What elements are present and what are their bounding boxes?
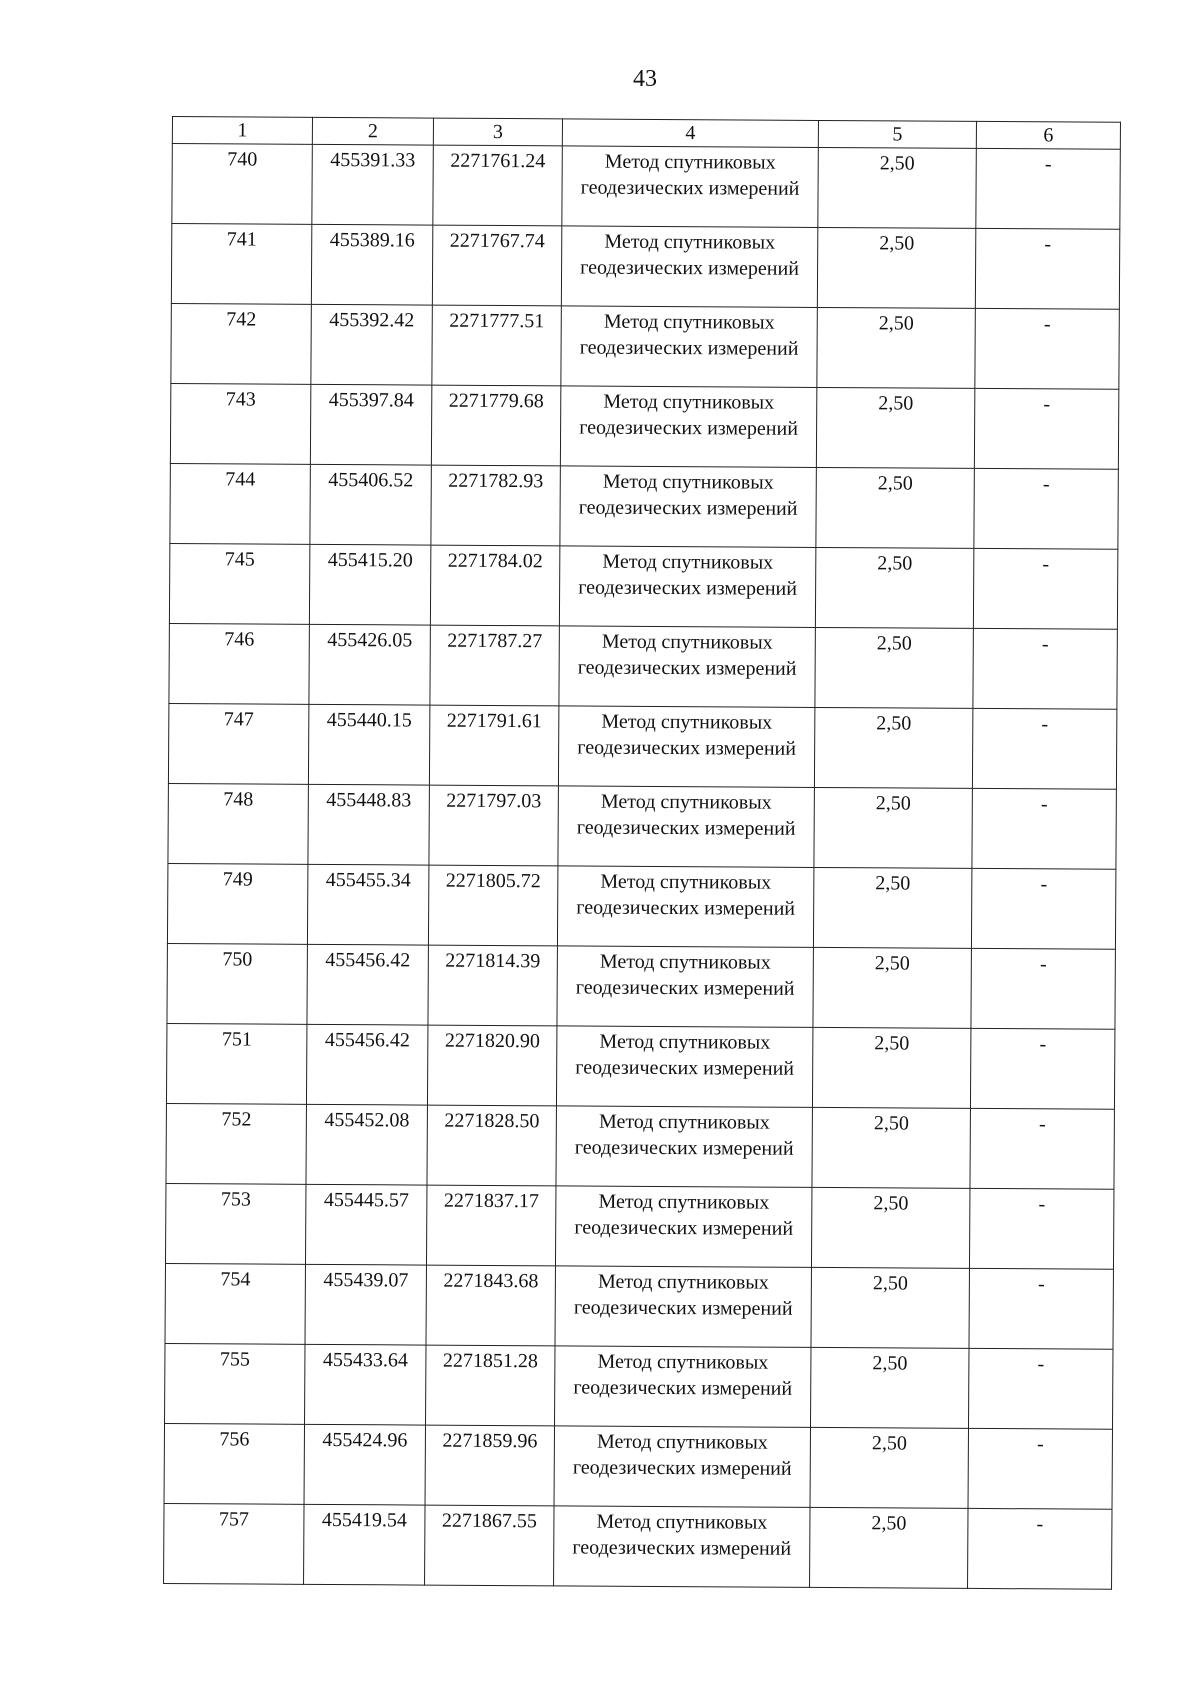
y-coordinate-cell: 2271814.39 [428, 945, 557, 1026]
page-number: 43 [633, 66, 657, 92]
y-coordinate-cell: 2271820.90 [427, 1025, 556, 1106]
coordinates-table [163, 116, 1121, 1590]
table-row [171, 303, 1119, 389]
method-cell: Метод спутниковых геодезических измерений [561, 306, 817, 388]
note-cell: - [973, 548, 1117, 629]
y-coordinate-cell: 2271791.61 [429, 705, 558, 786]
x-coordinate-cell: 455391.33 [312, 144, 433, 225]
accuracy-cell: 2,50 [812, 1107, 970, 1188]
x-coordinate-cell: 455445.57 [305, 1184, 426, 1265]
note-cell: - [971, 948, 1115, 1029]
x-coordinate-cell: 455397.84 [310, 384, 431, 465]
method-cell: Метод спутниковых геодезических измерений [556, 1106, 812, 1188]
table-row [167, 863, 1115, 949]
note-cell: - [968, 1508, 1112, 1589]
method-cell: Метод спутниковых геодезических измерений [555, 1346, 811, 1428]
accuracy-cell: 2,50 [811, 1347, 969, 1428]
point-number-cell: 751 [166, 1023, 306, 1104]
y-coordinate-cell: 2271761.24 [433, 145, 562, 226]
note-cell: - [970, 1028, 1114, 1109]
table-row [167, 943, 1115, 1029]
accuracy-cell: 2,50 [810, 1427, 968, 1508]
accuracy-cell: 2,50 [817, 307, 975, 388]
y-coordinate-cell: 2271767.74 [432, 225, 561, 306]
point-number-cell: 743 [170, 383, 310, 464]
table-row [166, 1103, 1114, 1189]
point-number-cell: 748 [168, 783, 308, 864]
point-number-cell: 742 [171, 303, 311, 384]
method-cell: Метод спутниковых геодезических измерений [555, 1186, 811, 1268]
note-cell: - [972, 708, 1116, 789]
x-coordinate-cell: 455392.42 [311, 304, 432, 385]
method-cell: Метод спутниковых геодезических измерений [554, 1506, 810, 1588]
table-row [168, 783, 1116, 869]
table-row [169, 623, 1117, 709]
accuracy-cell: 2,50 [811, 1187, 969, 1268]
note-cell: - [968, 1428, 1112, 1509]
point-number-cell: 747 [168, 703, 308, 784]
column-header: 1 [172, 117, 312, 145]
y-coordinate-cell: 2271859.96 [425, 1425, 554, 1506]
x-coordinate-cell: 455455.34 [307, 864, 428, 945]
note-cell: - [975, 308, 1119, 389]
y-coordinate-cell: 2271851.28 [426, 1345, 555, 1426]
table-row [170, 463, 1118, 549]
note-cell: - [974, 388, 1118, 469]
accuracy-cell: 2,50 [813, 867, 971, 948]
point-number-cell: 754 [165, 1263, 305, 1344]
column-header: 4 [562, 119, 818, 148]
y-coordinate-cell: 2271779.68 [431, 385, 560, 466]
y-coordinate-cell: 2271843.68 [426, 1265, 555, 1346]
method-cell: Метод спутниковых геодезических измерений [558, 706, 814, 788]
method-cell: Метод спутниковых геодезических измерений [554, 1426, 810, 1508]
accuracy-cell: 2,50 [816, 467, 974, 548]
method-cell: Метод спутниковых геодезических измерений [557, 946, 813, 1028]
table-row [166, 1023, 1114, 1109]
point-number-cell: 753 [165, 1183, 305, 1264]
accuracy-cell: 2,50 [814, 787, 972, 868]
method-cell: Метод спутниковых геодезических измерений [560, 386, 816, 468]
note-cell: - [969, 1268, 1113, 1349]
table-row [165, 1263, 1113, 1349]
y-coordinate-cell: 2271837.17 [426, 1185, 555, 1266]
note-cell: - [971, 868, 1115, 949]
table-row [170, 383, 1118, 469]
method-cell: Метод спутниковых геодезических измерений [561, 226, 817, 308]
y-coordinate-cell: 2271787.27 [430, 625, 559, 706]
point-number-cell: 752 [166, 1103, 306, 1184]
accuracy-cell: 2,50 [818, 147, 976, 228]
x-coordinate-cell: 455456.42 [307, 944, 428, 1025]
point-number-cell: 757 [164, 1503, 304, 1584]
column-header: 5 [818, 120, 976, 148]
accuracy-cell: 2,50 [816, 387, 974, 468]
y-coordinate-cell: 2271867.55 [425, 1505, 554, 1586]
x-coordinate-cell: 455452.08 [306, 1104, 427, 1185]
x-coordinate-cell: 455389.16 [311, 224, 432, 305]
accuracy-cell: 2,50 [810, 1507, 968, 1588]
note-cell: - [975, 228, 1119, 309]
x-coordinate-cell: 455440.15 [308, 704, 429, 785]
note-cell: - [970, 1108, 1114, 1189]
point-number-cell: 756 [164, 1423, 304, 1504]
table-row [164, 1423, 1112, 1509]
column-header: 3 [433, 118, 562, 146]
method-cell: Метод спутниковых геодезических измерений [559, 626, 815, 708]
point-number-cell: 744 [170, 463, 310, 544]
point-number-cell: 745 [169, 543, 309, 624]
method-cell: Метод спутниковых геодезических измерений [560, 466, 816, 548]
y-coordinate-cell: 2271777.51 [432, 305, 561, 386]
point-number-cell: 755 [165, 1343, 305, 1424]
y-coordinate-cell: 2271797.03 [429, 785, 558, 866]
x-coordinate-cell: 455406.52 [310, 464, 431, 545]
table-row [171, 224, 1119, 310]
table-row [169, 543, 1117, 629]
accuracy-cell: 2,50 [815, 627, 973, 708]
accuracy-cell: 2,50 [814, 707, 972, 788]
table-row [168, 703, 1116, 789]
method-cell: Метод спутниковых геодезических измерений [559, 546, 815, 628]
table-row [164, 1503, 1112, 1589]
method-cell: Метод спутниковых геодезических измерений [562, 146, 818, 228]
point-number-cell: 750 [167, 943, 307, 1024]
table-row [165, 1343, 1113, 1429]
note-cell: - [974, 468, 1118, 549]
accuracy-cell: 2,50 [813, 947, 971, 1028]
accuracy-cell: 2,50 [815, 547, 973, 628]
table-row [172, 144, 1120, 230]
note-cell: - [968, 1348, 1112, 1429]
y-coordinate-cell: 2271784.02 [430, 545, 559, 626]
x-coordinate-cell: 455424.96 [304, 1424, 425, 1505]
note-cell: - [973, 628, 1117, 709]
table-row [165, 1183, 1113, 1269]
method-cell: Метод спутниковых геодезических измерений [555, 1266, 811, 1348]
point-number-cell: 749 [167, 863, 307, 944]
accuracy-cell: 2,50 [812, 1027, 970, 1108]
point-number-cell: 741 [171, 224, 311, 305]
x-coordinate-cell: 455419.54 [304, 1504, 425, 1585]
point-number-cell: 740 [172, 144, 312, 225]
note-cell: - [969, 1188, 1113, 1269]
column-header: 6 [976, 121, 1120, 149]
column-header: 2 [312, 117, 433, 145]
method-cell: Метод спутниковых геодезических измерений [558, 786, 814, 868]
y-coordinate-cell: 2271782.93 [431, 465, 560, 546]
accuracy-cell: 2,50 [811, 1267, 969, 1348]
point-number-cell: 746 [169, 623, 309, 704]
x-coordinate-cell: 455433.64 [305, 1344, 426, 1425]
x-coordinate-cell: 455448.83 [308, 784, 429, 865]
note-cell: - [976, 148, 1120, 229]
x-coordinate-cell: 455415.20 [309, 544, 430, 625]
x-coordinate-cell: 455456.42 [306, 1024, 427, 1105]
accuracy-cell: 2,50 [817, 227, 975, 308]
x-coordinate-cell: 455426.05 [309, 624, 430, 705]
x-coordinate-cell: 455439.07 [305, 1264, 426, 1345]
y-coordinate-cell: 2271805.72 [428, 865, 557, 946]
method-cell: Метод спутниковых геодезических измерений [557, 866, 813, 948]
y-coordinate-cell: 2271828.50 [427, 1105, 556, 1186]
note-cell: - [972, 788, 1116, 869]
method-cell: Метод спутниковых геодезических измерений [556, 1026, 812, 1108]
